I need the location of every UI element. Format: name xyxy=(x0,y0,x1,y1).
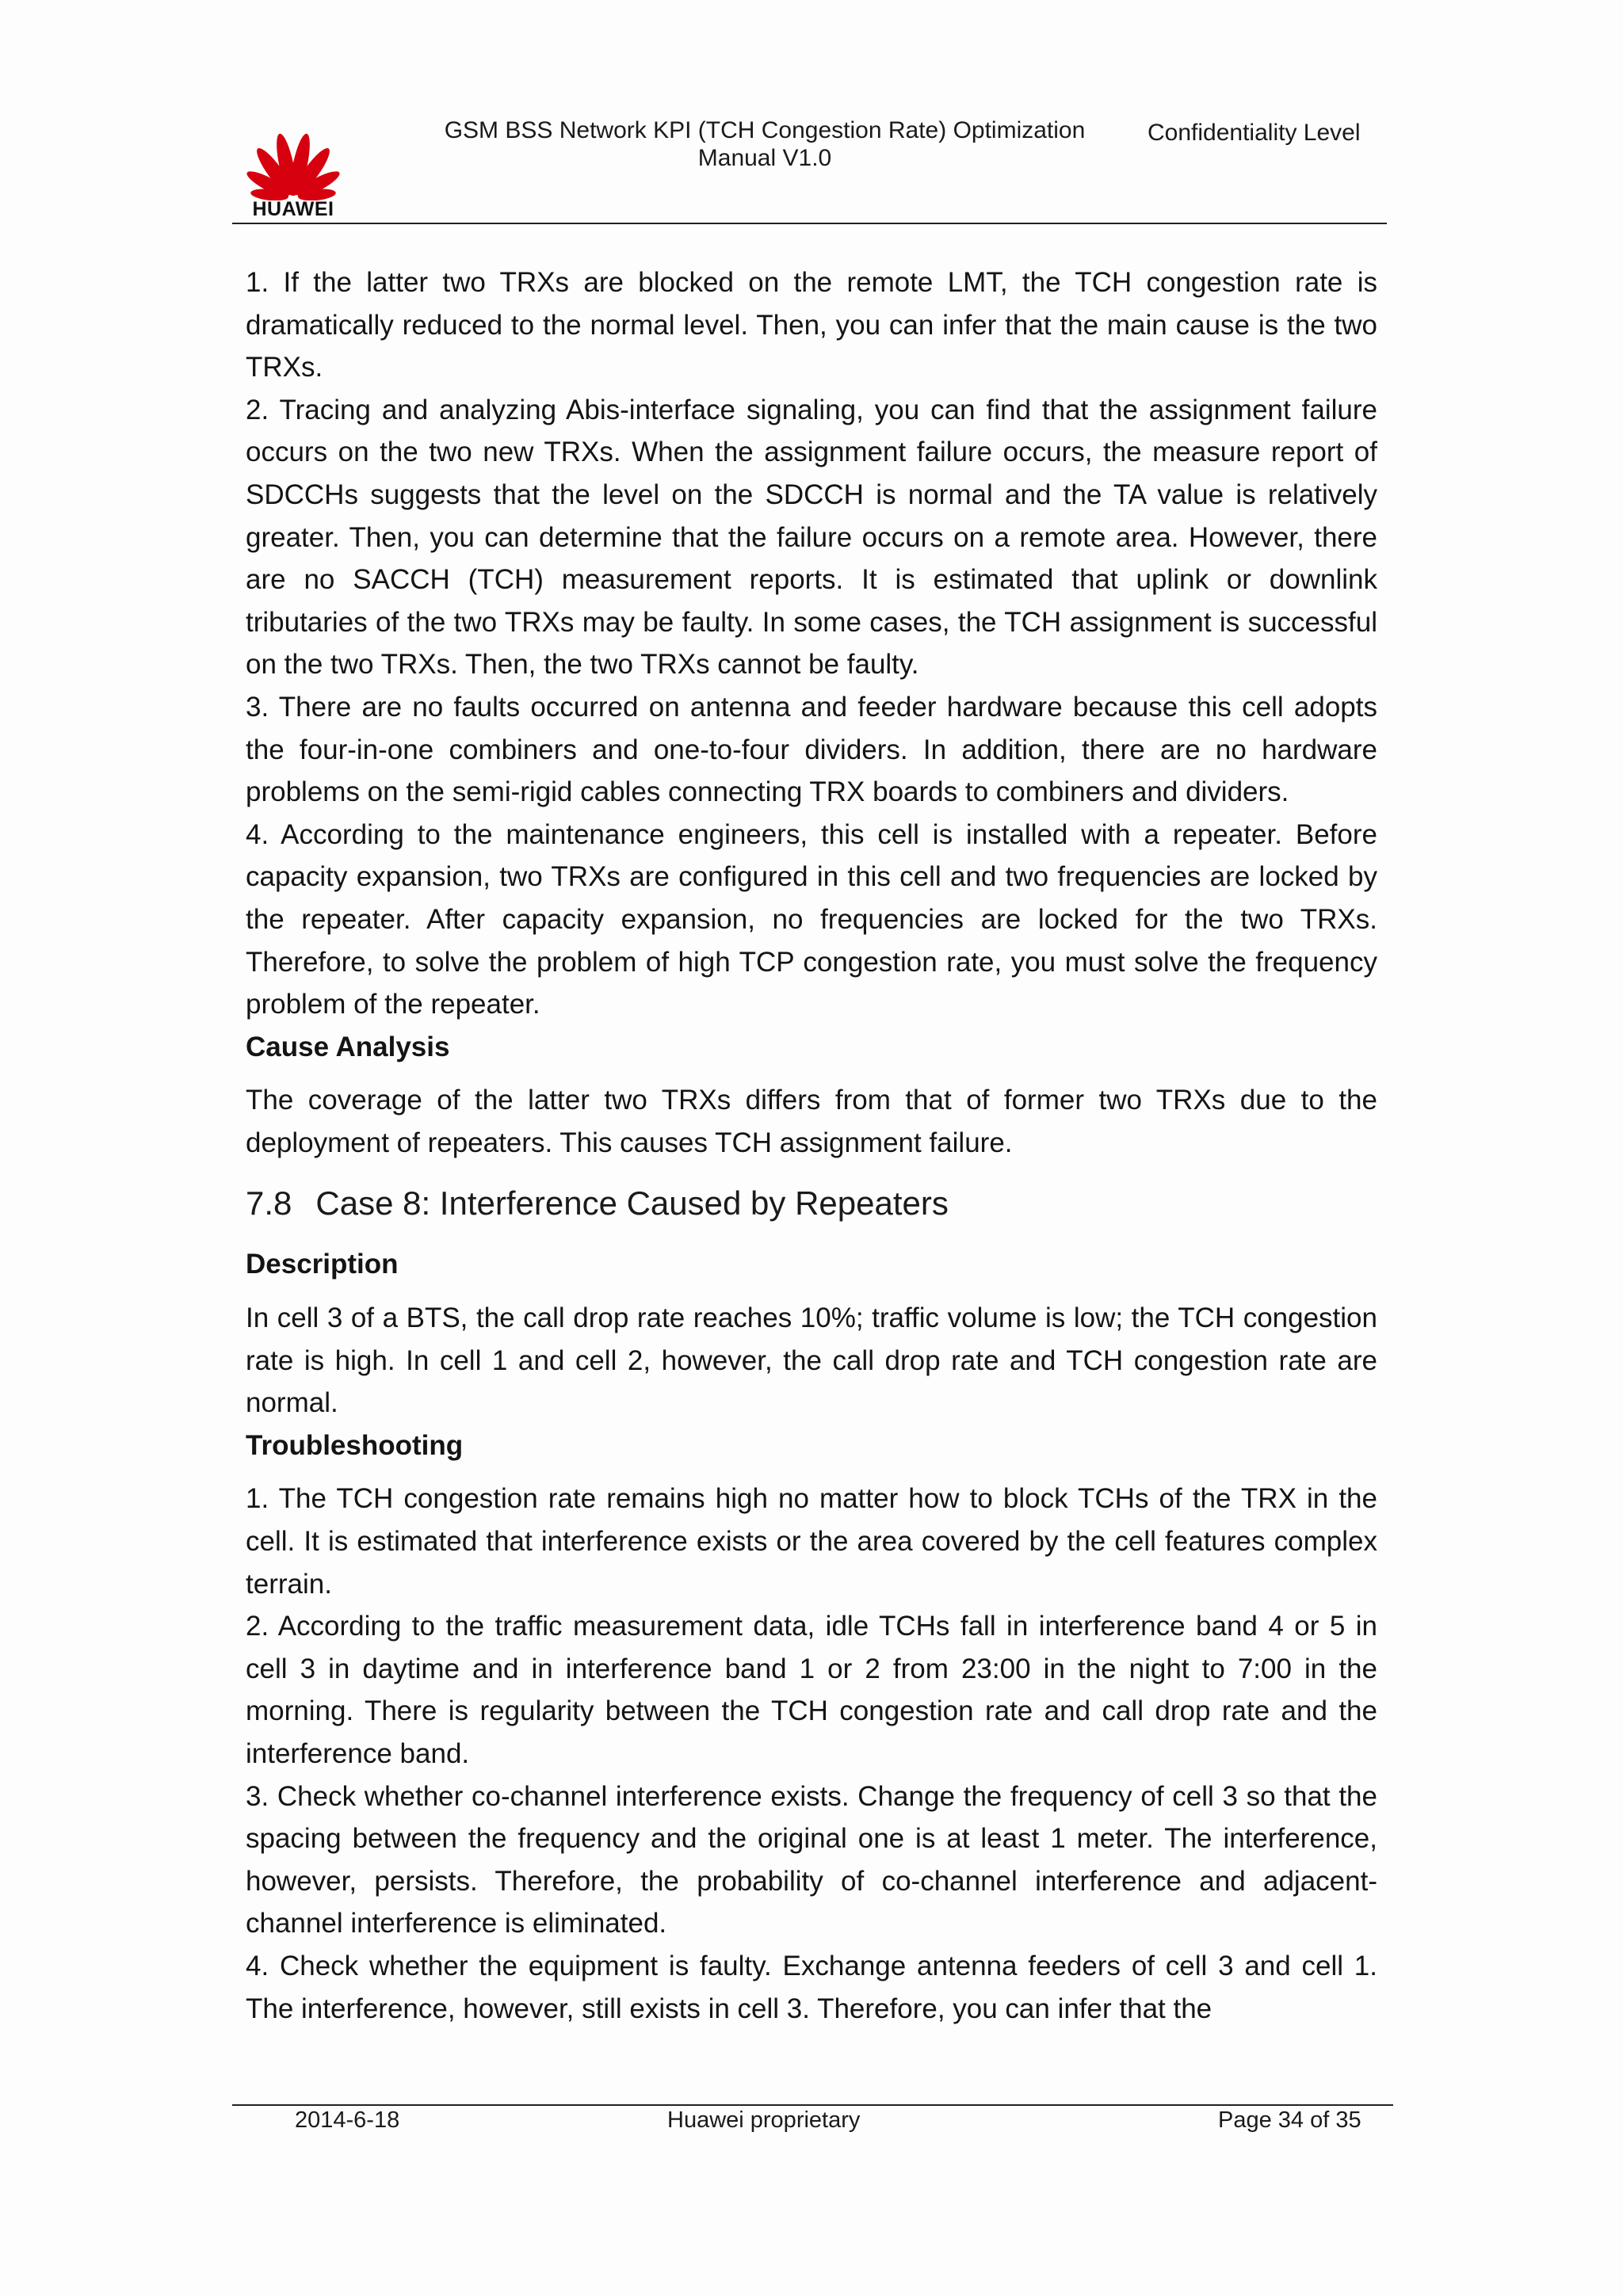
confidentiality-level: Confidentiality Level xyxy=(1148,120,1361,146)
footer-proprietary: Huawei proprietary xyxy=(667,2107,861,2133)
paragraph-4: 4. According to the maintenance engineers, this cell is installed with a repeater. Before capacity expansion, two TRXs are configured in this cell and two frequencies are locked by the repeater. After capacity expansion, no frequencies are locked for the two TRXs. Therefore, to solve the problem of high TCP congestion rate, you must solve the frequency problem of the repeater. xyxy=(246,818,1377,1020)
paragraph-1: 1. If the latter two TRXs are blocked on the remote LMT, the TCH congestion rate is dramatically reduced to the normal level. Then, you can infer that the main cause is the two TRXs. xyxy=(246,267,1377,383)
troubleshooting-step-3: 3. Check whether co-channel interference exists. Change the frequency of cell 3 so that the spacing between the frequency and the original one is at least 1 meter. The interference, however, persists. Therefore, the probability of co-channel interference and adjacent-channel interference is eliminated. xyxy=(246,1780,1377,1939)
document-title xyxy=(428,116,1102,172)
troubleshooting-step-4: 4. Check whether the equipment is faulty. Exchange antenna feeders of cell 3 and cell 1. The interference, however, still exists in cell 3. Therefore, you can infer that the xyxy=(246,1950,1377,2024)
footer-page-number: Page 34 of 35 xyxy=(1218,2107,1361,2133)
paragraph-3: 3. There are no faults occurred on antenna and feeder hardware because this cell adopts the four-in-one combiners and one-to-four dividers. In addition, there are no hardware problems on the semi-rigid cables connecting TRX boards to combiners and dividers. xyxy=(246,691,1377,808)
document-title-line2: Manual V1.0 xyxy=(697,145,832,171)
document-title-line1: GSM BSS Network KPI (TCH Congestion Rate) Optimization xyxy=(444,117,1086,143)
section-title: Case 8: Interference Caused by Repeaters xyxy=(315,1184,949,1222)
footer-divider xyxy=(232,2104,1393,2106)
troubleshooting-heading: Troubleshooting xyxy=(246,1429,464,1461)
section-number: 7.8 xyxy=(246,1184,292,1222)
cause-analysis-heading: Cause Analysis xyxy=(246,1031,450,1062)
document-body xyxy=(246,261,1377,2030)
cause-analysis-text: The coverage of the latter two TRXs differs from that of former two TRXs due to the deployment of repeaters. This causes TCH assignment failure. xyxy=(246,1085,1377,1158)
description-heading: Description xyxy=(246,1249,399,1280)
footer-date: 2014-6-18 xyxy=(295,2107,400,2133)
logo-wordmark: HUAWEI xyxy=(252,198,334,220)
section-heading xyxy=(246,1180,1377,1227)
description-text: In cell 3 of a BTS, the call drop rate reaches 10%; traffic volume is low; the TCH congestion rate is high. In cell 1 and cell 2, however, the call drop rate and TCH congestion rate are normal. xyxy=(246,1302,1377,1419)
troubleshooting-step-1: 1. The TCH congestion rate remains high no matter how to block TCHs of the TRX in the cell. It is estimated that interference exists or the area covered by the cell features complex terrain. xyxy=(246,1483,1377,1600)
paragraph-2: 2. Tracing and analyzing Abis-interface signaling, you can find that the assignment failure occurs on the two new TRXs. When the assignment failure occurs, the measure report of SDCCHs suggests that the level on the SDCCH is normal and the TA value is relatively greater. Then, you can determine that the failure occurs on a remote area. However, there are no SACCH (TCH) measurement reports. It is estimated that uplink or downlink tributaries of the two TRXs may be faulty. In some cases, the TCH assignment is successful on the two TRXs. Then, the two TRXs cannot be faulty. xyxy=(246,394,1377,681)
header-divider xyxy=(232,223,1387,224)
troubleshooting-step-2: 2. According to the traffic measurement data, idle TCHs fall in interference band 4 or 5 in cell 3 in daytime and in interference band 1 or 2 from 23:00 in the night to 7:00 in the morning. There is regularity between the TCH congestion rate and call drop rate and the interference band. xyxy=(246,1611,1377,1769)
